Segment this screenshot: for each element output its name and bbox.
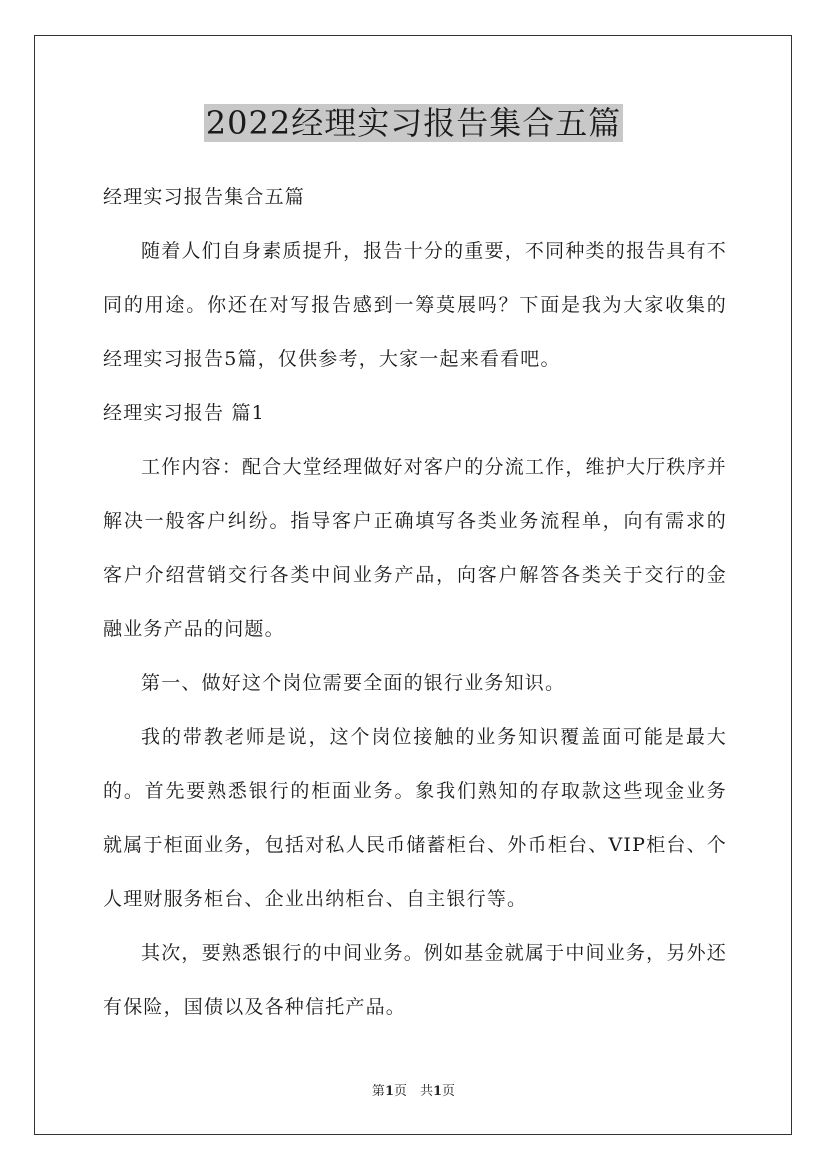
document-title bbox=[0, 100, 827, 146]
subtitle-paragraph: 经理实习报告集合五篇 bbox=[103, 186, 306, 208]
page-suffix: 页 bbox=[442, 1084, 456, 1099]
page-total: 1 bbox=[433, 1084, 443, 1099]
work-content-paragraph: 工作内容：配合大堂经理做好对客户的分流工作，维护大厅秩序并解决一般客户纠纷。指导客户正确填写各类业务流程单，向有需求的客户介绍营销交行各类中间业务产品，向客户解答各类关于交行的金融业务产品的问题。 bbox=[103, 456, 727, 640]
document-body bbox=[103, 170, 727, 1034]
point-one-paragraph: 第一、做好这个岗位需要全面的银行业务知识。 bbox=[141, 672, 566, 694]
mentor-paragraph: 我的带教老师是说，这个岗位接触的业务知识覆盖面可能是最大的。首先要熟悉银行的柜面业务。象我们熟知的存取款这些现金业务就属于柜面业务，包括对私人民币储蓄柜台、外币柜台、VIP柜台、个人理财服务柜台、企业出纳柜台、自主银行等。 bbox=[103, 726, 727, 910]
intermediate-business-paragraph: 其次，要熟悉银行的中间业务。例如基金就属于中间业务，另外还有保险，国债以及各种信托产品。 bbox=[103, 942, 727, 1018]
intro-paragraph: 随着人们自身素质提升，报告十分的重要，不同种类的报告具有不同的用途。你还在对写报告感到一筹莫展吗？下面是我为大家收集的经理实习报告5篇，仅供参考，大家一起来看看吧。 bbox=[103, 240, 727, 370]
page-current: 1 bbox=[384, 1084, 394, 1099]
page-prefix: 第 bbox=[371, 1084, 385, 1099]
section-heading: 经理实习报告 篇1 bbox=[103, 402, 265, 424]
page-mid: 页 共 bbox=[393, 1084, 433, 1099]
page-footer bbox=[0, 1083, 827, 1101]
document-title-text: 2022经理实习报告集合五篇 bbox=[205, 104, 622, 142]
